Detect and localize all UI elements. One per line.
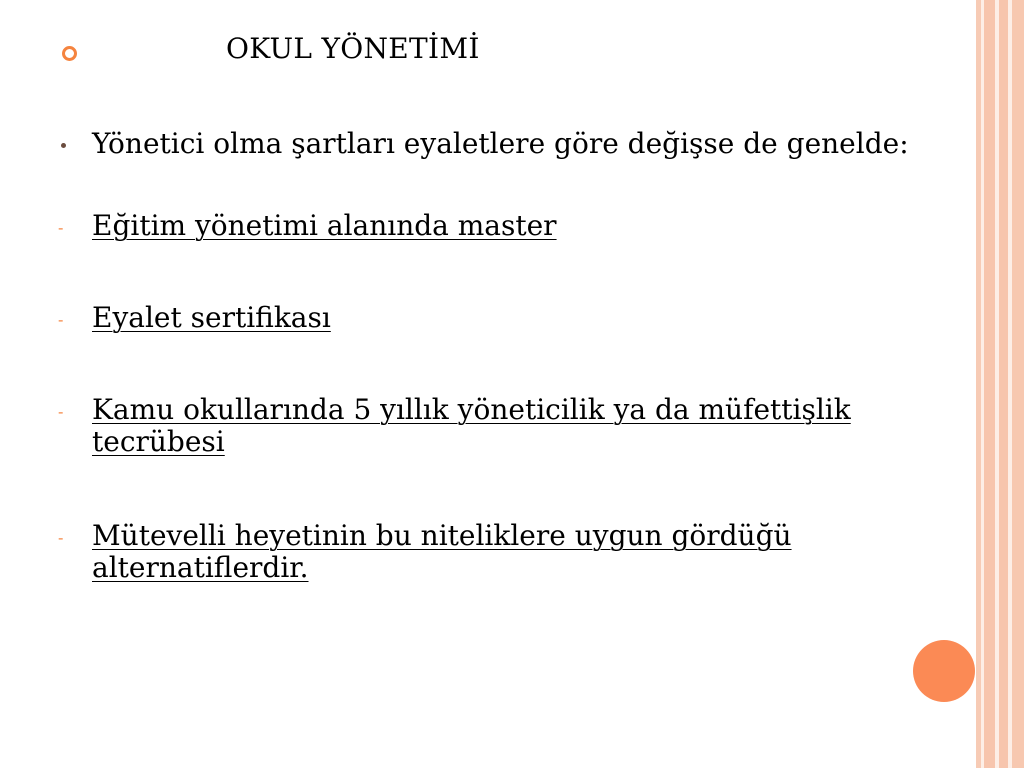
list-item-text: Kamu okullarında 5 yıllık yöneticilik ya da müfettişlik tecrübesi [92, 393, 851, 458]
list-item-text: Mütevelli heyetinin bu niteliklere uygun gördüğü alternatiflerdir. [92, 519, 792, 584]
decorative-border-strip [999, 0, 1008, 768]
decorative-border-strip [984, 0, 995, 768]
bullet-dot-icon [61, 143, 66, 148]
intro-text: Yönetici olma şartları eyaletlere göre değişse de genelde: [92, 127, 909, 160]
decorative-orange-circle [913, 640, 975, 702]
dash-marker: - [58, 310, 64, 329]
title-bullet-icon [62, 46, 77, 61]
list-item-text: Eyalet sertifikası [92, 301, 331, 334]
decorative-border-strip [1012, 0, 1024, 768]
list-item-text: Eğitim yönetimi alanında master [92, 209, 557, 242]
slide-title: OKUL YÖNETİMİ [226, 32, 480, 65]
dash-marker: - [58, 528, 64, 547]
dash-marker: - [58, 402, 64, 421]
dash-marker: - [58, 218, 64, 237]
